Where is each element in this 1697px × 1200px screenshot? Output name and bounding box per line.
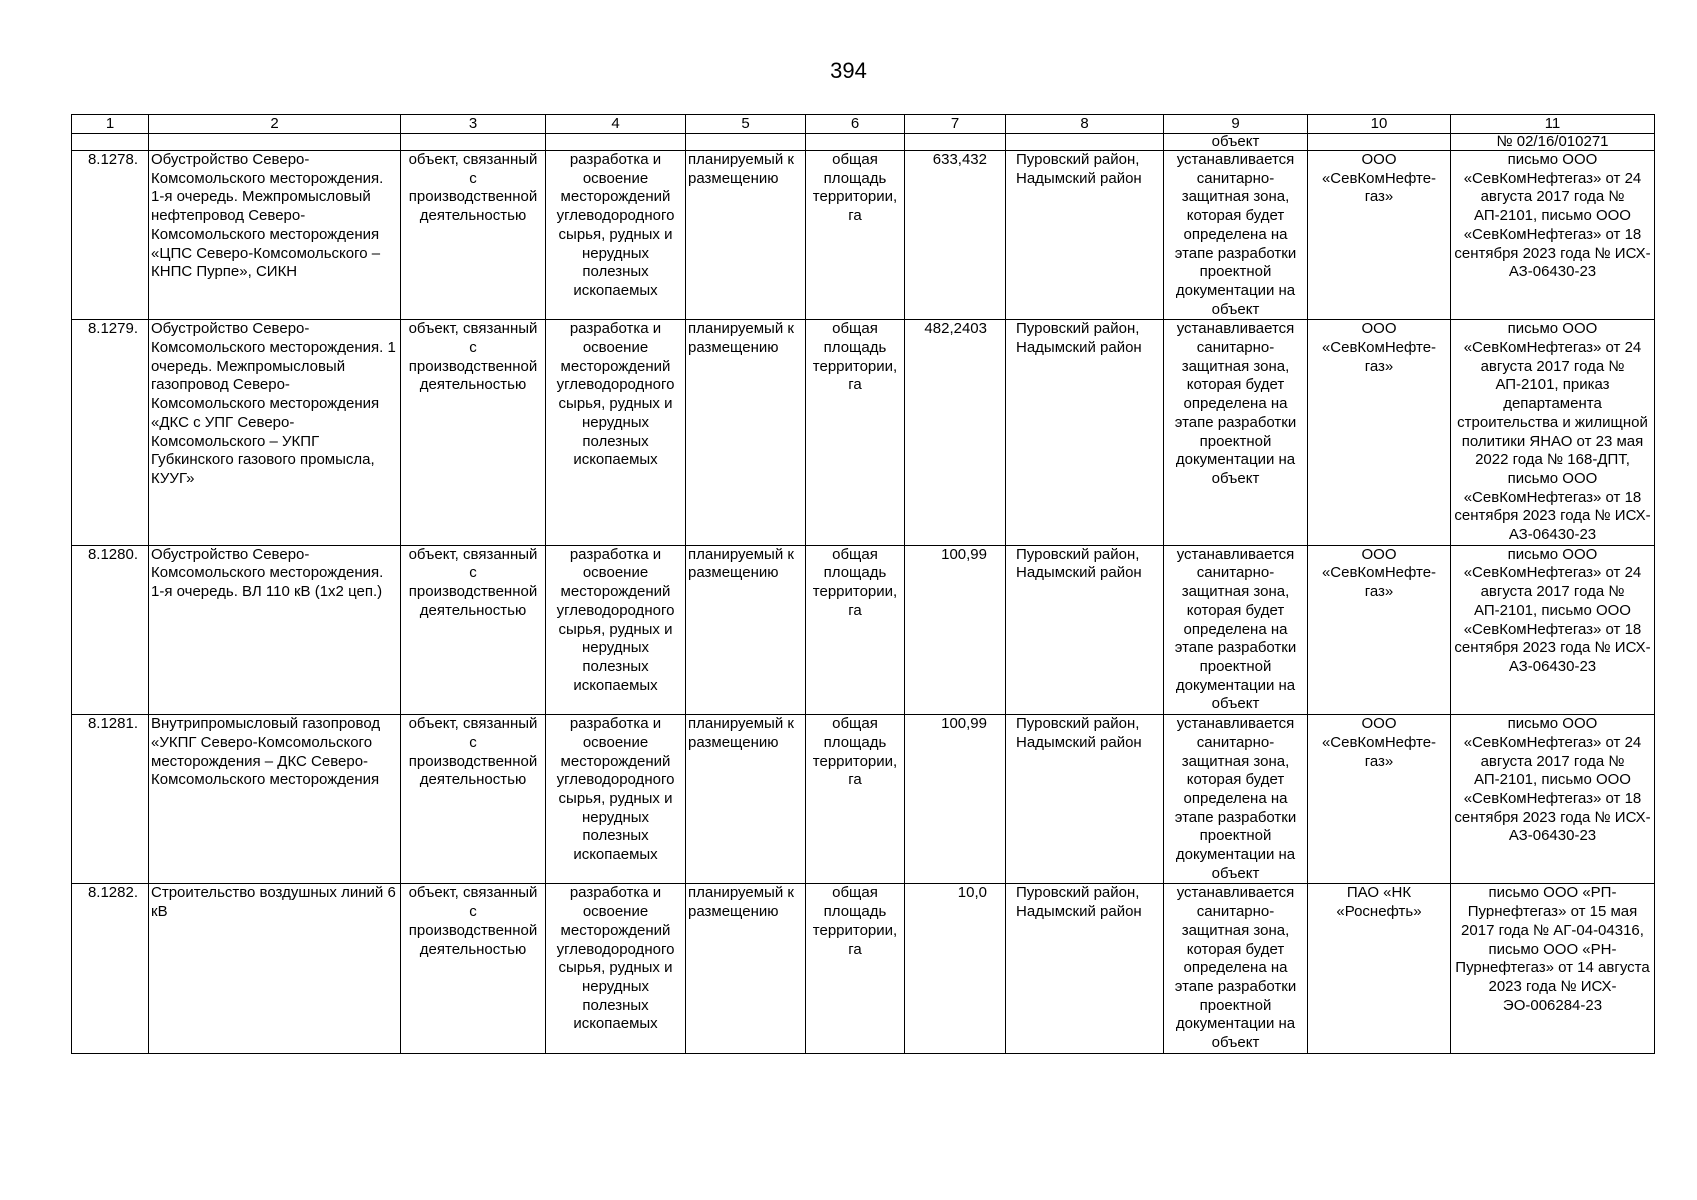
header-cell: 11 [1451,115,1655,134]
measure-unit: общая площадь территории, га [806,320,905,545]
measure-value: 100,99 [905,545,1006,714]
object-purpose: разработка и освоение месторождений углеводородного сырья, рудных и нерудных полезных ископаемых [546,884,686,1053]
object-status: планируемый к размещению [686,320,806,545]
table-row [72,151,1655,320]
district: Пуровский район, Надымский район [1006,884,1164,1053]
object-name: Обустройство Северо-Комсомольского месторождения. 1-я очередь. ВЛ 110 кВ (1х2 цеп.) [149,545,401,714]
object-purpose: разработка и освоение месторождений углеводородного сырья, рудных и нерудных полезных ископаемых [546,545,686,714]
row-number: 8.1282. [72,884,149,1053]
header-cell: 6 [806,115,905,134]
object-type: объект, связанный с производственной деятельностью [401,320,546,545]
header-cell: 8 [1006,115,1164,134]
object-status: планируемый к размещению [686,715,806,884]
measure-value: 633,432 [905,151,1006,320]
basis-document: письмо ООО «СевКомНефтегаз» от 24 августа 2017 года № АП-2101, письмо ООО «СевКомНефтегаз» от 18 сентября 2023 года № ИСХ-АЗ-06430-23 [1451,715,1655,884]
header-cell: 10 [1308,115,1451,134]
row-number: 8.1281. [72,715,149,884]
object-name: Внутрипромысловый газопровод «УКПГ Северо-Комсомольского месторождения – ДКС Северо-Комсомольского месторождения [149,715,401,884]
measure-unit: общая площадь территории, га [806,884,905,1053]
header-cell: 7 [905,115,1006,134]
object-type: объект, связанный с производственной деятельностью [401,545,546,714]
owner: ПАО «НК «Роснефть» [1308,884,1451,1053]
measure-value: 100,99 [905,715,1006,884]
header-cell: 5 [686,115,806,134]
header-cell: 3 [401,115,546,134]
object-name: Обустройство Северо-Комсомольского месторождения. 1 очередь. Межпромысловый газопровод Северо-Комсомольского месторождения «ДКС с УПГ Северо-Комсомольского – УКПГ Губкинского газового промысла, КУУГ» [149,320,401,545]
basis-document: письмо ООО «СевКомНефтегаз» от 24 августа 2017 года № АП-2101, письмо ООО «СевКомНефтегаз» от 18 сентября 2023 года № ИСХ-АЗ-06430-23 [1451,151,1655,320]
table-row [72,715,1655,884]
header-cell: 9 [1164,115,1308,134]
object-name: Строительство воздушных линий 6 кВ [149,884,401,1053]
measure-unit: общая площадь территории, га [806,151,905,320]
object-name: Обустройство Северо-Комсомольского месторождения. 1-я очередь. Межпромысловый нефтепровод Северо-Комсомольского месторождения «ЦПС Северо-Комсомольского – КНПС Пурпе», СИКН [149,151,401,320]
row-number: 8.1279. [72,320,149,545]
row-number: 8.1278. [72,151,149,320]
district: Пуровский район, Надымский район [1006,545,1164,714]
row-number: 8.1280. [72,545,149,714]
owner: ООО «СевКомНефте-газ» [1308,715,1451,884]
zone-description: устанавливается санитарно-защитная зона, которая будет определена на этапе разработки проектной документации на объект [1164,545,1308,714]
measure-value: 482,2403 [905,320,1006,545]
zone-description: устанавливается санитарно-защитная зона, которая будет определена на этапе разработки проектной документации на объект [1164,320,1308,545]
owner: ООО «СевКомНефте-газ» [1308,545,1451,714]
continuation-basis: № 02/16/010271 [1451,134,1655,151]
header-cell: 1 [72,115,149,134]
measure-unit: общая площадь территории, га [806,545,905,714]
column-number-row [72,115,1655,134]
basis-document: письмо ООО «СевКомНефтегаз» от 24 августа 2017 года № АП-2101, приказ департамента строительства и жилищной политики ЯНАО от 23 мая 2022 года № 168-ДПТ, письмо ООО «СевКомНефтегаз» от 18 сентября 2023 года № ИСХ-АЗ-06430-23 [1451,320,1655,545]
page-number: 394 [830,58,867,83]
table-row [72,884,1655,1053]
object-type: объект, связанный с производственной деятельностью [401,151,546,320]
object-type: объект, связанный с производственной деятельностью [401,715,546,884]
continuation-row [72,134,1655,151]
object-status: планируемый к размещению [686,545,806,714]
district: Пуровский район, Надымский район [1006,320,1164,545]
district: Пуровский район, Надымский район [1006,151,1164,320]
object-status: планируемый к размещению [686,151,806,320]
basis-document: письмо ООО «РП-Пурнефтегаз» от 15 мая 2017 года № АГ-04-04316, письмо ООО «РН-Пурнефтегаз» от 14 августа 2023 года № ИСХ-ЭО-006284-23 [1451,884,1655,1053]
header-cell: 4 [546,115,686,134]
measure-value: 10,0 [905,884,1006,1053]
continuation-zone: объект [1164,134,1308,151]
district: Пуровский район, Надымский район [1006,715,1164,884]
zone-description: устанавливается санитарно-защитная зона, которая будет определена на этапе разработки проектной документации на объект [1164,884,1308,1053]
basis-document: письмо ООО «СевКомНефтегаз» от 24 августа 2017 года № АП-2101, письмо ООО «СевКомНефтегаз» от 18 сентября 2023 года № ИСХ-АЗ-06430-23 [1451,545,1655,714]
object-status: планируемый к размещению [686,884,806,1053]
object-table [71,114,1655,1054]
table-row [72,545,1655,714]
object-purpose: разработка и освоение месторождений углеводородного сырья, рудных и нерудных полезных ископаемых [546,320,686,545]
owner: ООО «СевКомНефте-газ» [1308,151,1451,320]
object-type: объект, связанный с производственной деятельностью [401,884,546,1053]
owner: ООО «СевКомНефте-газ» [1308,320,1451,545]
zone-description: устанавливается санитарно-защитная зона, которая будет определена на этапе разработки проектной документации на объект [1164,151,1308,320]
object-purpose: разработка и освоение месторождений углеводородного сырья, рудных и нерудных полезных ископаемых [546,715,686,884]
measure-unit: общая площадь территории, га [806,715,905,884]
table-row [72,320,1655,545]
object-purpose: разработка и освоение месторождений углеводородного сырья, рудных и нерудных полезных ископаемых [546,151,686,320]
zone-description: устанавливается санитарно-защитная зона, которая будет определена на этапе разработки проектной документации на объект [1164,715,1308,884]
header-cell: 2 [149,115,401,134]
